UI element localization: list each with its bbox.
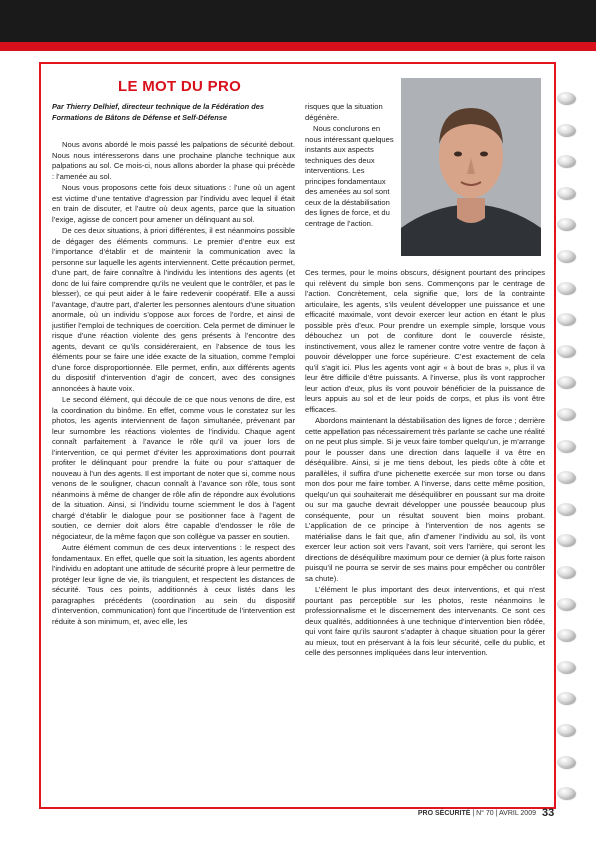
binder-ring-icon	[557, 376, 575, 388]
header-band	[0, 0, 596, 52]
footer-magazine: PRO SÉCURITÉ	[417, 810, 471, 817]
binder-ring-icon	[557, 566, 575, 578]
paragraph: Nous vous proposons cette fois deux situations : l’une où un agent est victime d’une tentative d’agression par l’individu avec lequel il était en train de discuter, et l’autre où deux agents, parce que la situation l’exige, agisse de concert pour amener un délinquant au sol.	[52, 183, 295, 224]
binder-ring-icon	[557, 756, 575, 768]
binder-ring-icon	[557, 503, 575, 515]
paragraph: L’élément le plus important des deux interventions, et qui n’est pourtant pas perceptible sur les photos, reste néanmoins le professionnalisme et le discernement des intervenants. Ce sont ces deux qualités, additionnées à une technique d’intervention bien rôdée, qui vont faire qu’ils sauront s’adapter à chaque situation pour la gérer au mieux, tout en préservant à la fois leur sécurité, celle du public, et celle des personnes impliquées dans leur intervention.	[305, 585, 545, 657]
paragraph: risques que la situation dégénère.	[305, 102, 383, 122]
article-title: LE MOT DU PRO	[118, 78, 242, 95]
binder-ring-icon	[557, 155, 575, 167]
paragraph: Nous conclurons en nous intéressant quelques instants aux aspects techniques des deux interventions. Les principes fondamentaux des amenées au sol sont ceux de la déstabilisation des lignes de force, et du centrage de l’action.	[305, 124, 394, 228]
paragraph: De ces deux situations, à priori différentes, il est néanmoins possible de dégager des éléments communs. Le premier d’entre eux est l’importance d’établir et de maintenir la communication avec la personne sur laquelle les agents interviennent. Cette précaution permet, d’une part, de faire connaître à l’individu les intentions des agents (et donc de lui faire comprendre qu’ils ne veulent que le contrôler, et pas le blesser), ce qui peut aider à le faire redevenir coopératif. Elle a aussi l’avantage, d’autre part, d’alerter les personnes alentours d’une situation anormale, où un individu s’oppose aux forces de l’ordre, et ainsi de justifier l’emploi de techniques de coercition. Cela permet de diminuer le risque d’une réaction violente des gens présents à l’encontre des agents, devant ce qu’ils considéreraient, en l’absence de tous les éléments pour se faire une idée exacte de la situation, comme l’emploi d’une force disproportionnée. Elle permet, enfin, aux différents agents du dispositif d’intervention d’agir de concert, avec des consignes annoncées à haute voix.	[52, 226, 295, 393]
paragraph: Nous avons abordé le mois passé les palpations de sécurité debout. Nous nous intéresserons dans une prochaine planche technique aux palpations au sol. Ce mois-ci, nous allons aborder la phase qui précède : l’amenée au sol.	[52, 140, 295, 181]
paragraph: Le second élément, qui découle de ce que nous venons de dire, est la coordination du binôme. En effet, comme vous le constatez sur les photos, les agents interviennent de façon simultanée, prévenant par leur surnombre les réactions violentes de l’individu. Chaque agent connaît parfaitement à l’avance le rôle qu’il va jouer lors de l’intervention, ce qui permet d’éviter les approximations dont pourrait profiter le délinquant pour prendre la fuite ou pour s’attaquer de nouveau à l’un des agents. Il est important de noter que si, comme nous venons de le souligner, chacun connaît à l’avance son rôle, tous sont néanmoins à même de changer de rôle afin de répondre aux évolutions de la situation. Ainsi, si l’individu tourne sciemment le dos à l’agent chargé d’établir le dialogue pour se positionner face à l’agent de soutien, ce dernier doit alors être capable d’endosser le rôle de négociateur, de la même façon que son collègue va passer en soutien.	[52, 395, 295, 541]
binder-ring-icon	[557, 692, 575, 704]
binder-ring-icon	[557, 345, 575, 357]
paragraph: Ces termes, pour le moins obscurs, désignent pourtant des principes qui relèvent du simple bon sens. Commençons par le centrage de l’action. Concrètement, cela signifie que, lors de la contrainte articulaire, les agents, s’ils veulent développer une puissance et une efficacité maximale, vont devoir exercer leur action en étant le plus possible près d’eux. Pour prendre un exemple simple, lorsque vous débouchez un pot de confiture dont le couvercle résiste, instinctivement, vous allez le ramener contre votre ventre de façon à pouvoir développer une force supérieure. C’est exactement de cela qu’il s’agit ici. Plus les agents vont agir « à bout de bras », plus il va leur être difficile d’être puissants. A l’inverse, plus ils vont rapprocher leur action d’eux, plus ils vont pouvoir bénéficier de la puissance de leurs appuis au sol et de leur poids de corps, et plus ils vont être efficaces.	[305, 268, 545, 414]
binder-rings	[553, 92, 583, 822]
left-column	[52, 140, 295, 800]
author-portrait	[401, 78, 541, 256]
paragraph: Abordons maintenant la déstabilisation des lignes de force ; derrière cette appellation pas nécessairement très parlante se cache une réalité on ne peut plus simple. Si je veux faire tomber quelqu’un, je m’arrange pour le pousser dans une direction dans laquelle il va être en déséquilibre. Ainsi, si je me tiens debout, les pieds côte à côte et parallèles, il suffira d’une pichenette exercée sur mon torse ou dans mon dos pour me faire tomber. A l’inverse, dans cette même position, quelqu’un qui souhaiterait me déséquilibrer en poussant sur ma droite ou sur ma gauche devrait développer une poussée beaucoup plus conséquente, pour un résultat souvent bien moins probant. L’application de ce principe à l’intervention de nos agents se matérialise dans le fait que, afin d’amener l’individu au sol, ils vont exercer leur action soit vers l’avant, soit vers l’arrière, qui seront les directions de déséquilibre maximum pour ce dernier (à plus forte raison puisqu’il ne pourra se servir de ses mains pour empêcher ou contrôler sa chute).	[305, 416, 545, 583]
binder-ring-icon	[557, 313, 575, 325]
right-column	[305, 268, 545, 800]
binder-ring-icon	[557, 124, 575, 136]
right-column-top	[305, 102, 397, 272]
binder-ring-icon	[557, 92, 575, 104]
binder-ring-icon	[557, 471, 575, 483]
header-band-black	[0, 0, 596, 44]
footer-issue: | N° 70 | AVRIL 2009	[470, 810, 536, 817]
header-band-red	[0, 42, 596, 51]
binder-ring-icon	[557, 282, 575, 294]
binder-ring-icon	[557, 598, 575, 610]
binder-ring-icon	[557, 440, 575, 452]
binder-ring-icon	[557, 250, 575, 262]
binder-ring-icon	[557, 661, 575, 673]
binder-ring-icon	[557, 534, 575, 546]
binder-ring-icon	[557, 187, 575, 199]
portrait-illustration	[401, 78, 541, 256]
binder-ring-icon	[557, 408, 575, 420]
binder-ring-icon	[557, 218, 575, 230]
article-byline: Par Thierry Delhief, directeur technique de la Fédération des Formations de Bâtons de Défense et Self-Défense	[52, 102, 264, 122]
page-footer	[417, 807, 555, 819]
binder-ring-icon	[557, 787, 575, 799]
binder-ring-icon	[557, 629, 575, 641]
paragraph: Autre élément commun de ces deux interventions : le respect des fondamentaux. En effet, quelle que soit la situation, les agents abordent l’individu en adoptant une attitude de sécurité propre à leur permettre de protéger leur ligne de vie, ils triangulent, et respectent les distances de sécurité. Tous ces points, additionnés à ceux listés dans les paragraphes précédents (coordination au sein du dispositif d’intervention, communication) font que l’incertitude de l’intervention est réduite à son minimum, et, avec elle, les	[52, 543, 295, 626]
page-number: 33	[542, 807, 555, 819]
binder-ring-icon	[557, 724, 575, 736]
